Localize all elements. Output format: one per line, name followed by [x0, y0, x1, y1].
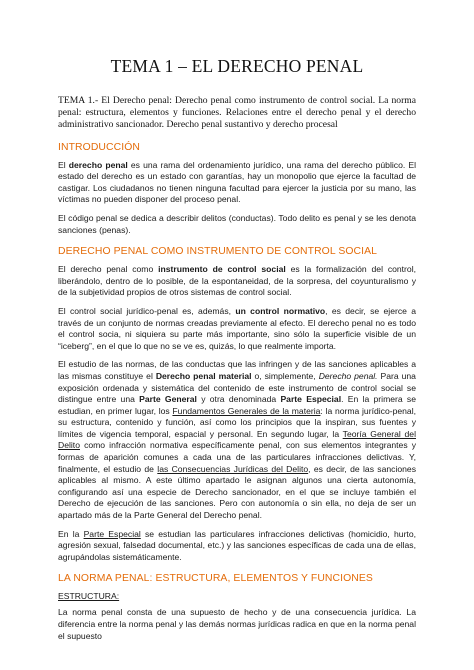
- text: . En la primera se estudian, en primer lugar, los: [58, 394, 416, 416]
- heading-introduccion: INTRODUCCIÓN: [58, 141, 141, 153]
- text: El derecho penal como: [58, 264, 159, 275]
- italic-text: Derecho penal.: [318, 370, 378, 381]
- paragraph: [58, 306, 416, 352]
- bold-text: Derecho penal material: [155, 370, 252, 381]
- text: El estudio de las normas, de las conductas que las infringen y de las sanciones aplicables a las mismas constituye el: [58, 359, 416, 381]
- text: se estudian las particulares infracciones delictivas (homicidio, hurto, agresión sexual, falsedad documental, etc.) y las sanciones específicas de cada una de ellas, agrupándolas sistemáticamente.: [58, 528, 416, 562]
- text: como infracción normativa específicamente penal, con sus elementos integrantes y formas de aparición comunes a cada una de las particulares infracciones delictivas. Y, finalmente, el estudio de: [58, 440, 416, 474]
- page-title: TEMA 1 – EL DERECHO PENAL: [110, 56, 364, 76]
- underlined-text: Fundamentos Generales de la materia: [172, 405, 321, 416]
- page-content: [58, 56, 416, 649]
- underlined-text: Parte Especial: [83, 528, 141, 539]
- heading-norma-penal: LA NORMA PENAL: ESTRUCTURA, ELEMENTOS Y FUNCIONES: [58, 573, 373, 585]
- paragraph: [58, 529, 416, 564]
- underlined-text: las Consecuencias Jurídicas del Delito: [157, 463, 309, 474]
- underlined-text: Teoría General del Delito: [58, 428, 416, 451]
- text: es una rama del ordenamiento jurídico, una rama del derecho público. El estado del derecho es un estado con garantías, hay un monopolio que ejerce la facultad de castigar. Los ciudadanos no tienen ninguna facultad para ejercer la justicia por su mano, las víctimas no pueden disponer del proceso penal.: [58, 159, 416, 205]
- text: es la formalización del control, liberándolo, dentro de lo posible, de la espontaneidad, de la sorpresa, del coyunturalismo y de la subjetividad propios de otros sistemas de control social.: [58, 264, 417, 298]
- subheading-estructura: ESTRUCTURA:: [58, 591, 120, 602]
- text: En la: [58, 528, 84, 539]
- text: y otra denominada: [196, 394, 281, 405]
- bold-text: derecho penal: [68, 159, 128, 170]
- heading-control-social: DERECHO PENAL COMO INSTRUMENTO DE CONTROL SOCIAL: [58, 246, 378, 258]
- text: , es decir, de las sanciones aplicables al mismo. A este último apartado le asignan algunos una cierta autonomía, configurando así una especie de Derecho sancionador, en el que se incluye también el Derecho de ejecución de las sanciones. Pero con autonomía o sin ella, no deja de ser un apartado más de la Parte General del Derecho penal.: [58, 463, 417, 521]
- paragraph: [58, 359, 416, 521]
- topic-summary: TEMA 1.- El Derecho penal: Derecho penal como instrumento de control social. La norma penal: estructura, elementos y funciones. Relaciones entre el derecho penal y el derecho administrativo sancionador. Derecho penal sustantivo y derecho procesal: [58, 95, 416, 131]
- bold-text: instrumento de control social: [158, 264, 286, 275]
- bold-text: un control normativo: [235, 305, 326, 316]
- text: , es decir, se ejerce a través de un conjunto de normas creadas previamente al efecto. El derecho penal no es todo el control socia, ni siquiera su parte más importante, sino sólo la superficie visible de un “iceberg”, en el que lo que no se ve es, quizás, lo que realmente importa.: [58, 305, 417, 351]
- text: o, simplemente,: [251, 370, 319, 381]
- text: Para una exposición ordenada y sistemática del contenido de este instrumento de control social se distingue entre una: [58, 370, 416, 405]
- paragraph: [58, 160, 416, 206]
- text: El control social jurídico-penal es, además,: [58, 305, 236, 316]
- text: : la norma jurídico-penal, su estructura, contenido y función, así como los principios que la inspiran, sus fuentes y límites de vigencia temporal, espacial y personal. En segundo lugar, la: [58, 405, 417, 439]
- paragraph: [58, 264, 416, 299]
- paragraph: La norma penal consta de una supuesto de hecho y de una consecuencia jurídica. La diferencia entre la norma penal y las demás normas jurídicas radica en que en la norma penal el supuesto: [58, 607, 416, 641]
- bold-text: Parte General: [139, 394, 197, 405]
- bold-text: Parte Especial: [280, 394, 342, 405]
- paragraph: El código penal se dedica a describir delitos (conductas). Todo delito es penal y se les denota sanciones (penas).: [58, 212, 416, 235]
- text: El: [58, 159, 69, 170]
